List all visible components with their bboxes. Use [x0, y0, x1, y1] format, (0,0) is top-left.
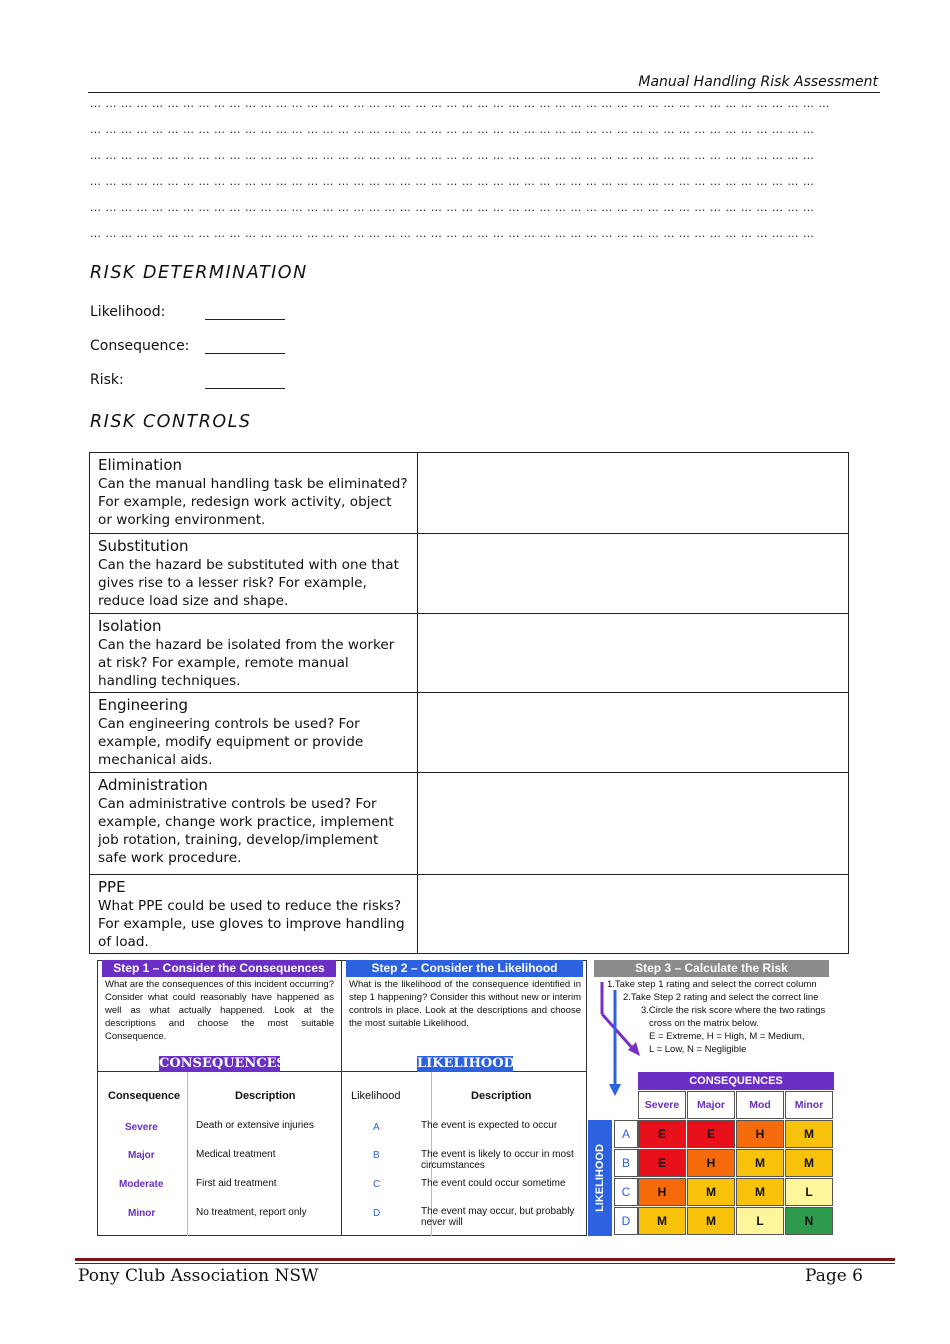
likelihood-desc: The event may occur, but probably never will [421, 1206, 575, 1228]
risk-cell: L [736, 1207, 784, 1235]
risk-cell: L [785, 1178, 833, 1206]
risk-controls-table [89, 452, 849, 954]
document-header-title: Manual Handling Risk Assessment [638, 74, 878, 90]
step3-line: cross on the matrix below. [649, 1018, 759, 1029]
control-title: PPE [98, 878, 126, 896]
control-label-cell [90, 614, 418, 693]
risk-cell: M [638, 1207, 686, 1235]
consequence-name: Major [128, 1150, 155, 1161]
table-row [90, 614, 849, 693]
risk-field[interactable] [205, 388, 285, 389]
step1-heading: Step 1 – Consider the Consequences [102, 960, 336, 977]
control-response-cell[interactable] [418, 534, 849, 614]
likelihood-col-header: Likelihood [351, 1090, 401, 1102]
likelihood-desc: The event is expected to occur [421, 1120, 558, 1131]
control-description: What PPE could be used to reduce the risks? For example, use gloves to improve handling of load. [98, 898, 405, 950]
step3-line: E = Extreme, H = High, M = Medium, [649, 1031, 805, 1042]
control-title: Isolation [98, 617, 162, 635]
likelihood-field[interactable] [205, 319, 285, 320]
consequence-col-header: Consequence [108, 1090, 181, 1102]
likelihood-letter: C [373, 1179, 381, 1190]
consequence-name: Severe [125, 1122, 158, 1133]
consequence-desc: No treatment, report only [196, 1207, 307, 1218]
risk-cell: M [785, 1149, 833, 1177]
table-row [90, 773, 849, 875]
risk-cell: M [687, 1178, 735, 1206]
risk-cell: H [687, 1149, 735, 1177]
grid-likelihood-bar [588, 1120, 612, 1236]
risk-controls-heading: RISK CONTROLS [90, 412, 252, 432]
consequences-banner: CONSEQUENCES [159, 1056, 286, 1071]
control-label-cell [90, 773, 418, 875]
dotted-line: … … … … … … … … … … … … … … … … … … … … … … … … … … … … … … … … … … … … … … … … … … … … … … … [90, 123, 815, 136]
step3-line: 1.Take step 1 rating and select the correct column [607, 979, 817, 990]
consequence-desc: First aid treatment [196, 1178, 277, 1189]
risk-cell: N [785, 1207, 833, 1235]
grid-col-header: Severe [638, 1091, 686, 1119]
step3-line: 3.Circle the risk score where the two ratings [641, 1005, 826, 1016]
risk-cell: E [638, 1120, 686, 1148]
likelihood-desc: The event could occur sometime [421, 1178, 566, 1189]
risk-label: Risk: [90, 372, 124, 388]
footer-page-number: Page 6 [805, 1266, 863, 1286]
grid-row-header: D [614, 1207, 638, 1235]
footer-rule [75, 1263, 895, 1264]
dotted-line: … … … … … … … … … … … … … … … … … … … … … … … … … … … … … … … … … … … … … … … … … … … … … … … … [90, 97, 830, 110]
control-response-cell[interactable] [418, 875, 849, 954]
likelihood-desc: The event is likely to occur in most circumstances [421, 1149, 574, 1171]
footer-rule [75, 1258, 895, 1261]
control-response-cell[interactable] [418, 693, 849, 773]
table-row [90, 453, 849, 534]
likelihood-desc-col-header: Description [471, 1090, 532, 1102]
control-title: Administration [98, 776, 208, 794]
grid-row-header: C [614, 1178, 638, 1206]
likelihood-letter: D [373, 1208, 381, 1219]
consequence-name: Minor [128, 1208, 156, 1219]
control-label-cell [90, 693, 418, 773]
control-label-cell [90, 453, 418, 534]
likelihood-letter: B [373, 1150, 380, 1161]
consequence-desc: Death or extensive injuries [196, 1120, 314, 1131]
step2-heading: Step 2 – Consider the Likelihood [346, 960, 583, 977]
table-row [90, 875, 849, 954]
matrix-divider [187, 1071, 188, 1236]
risk-cell: M [785, 1120, 833, 1148]
control-description: Can engineering controls be used? For example, modify equipment or provide mechanical aids. [98, 716, 364, 768]
risk-cell: E [638, 1149, 686, 1177]
grid-likelihood-label: LIKELIHOOD [594, 1144, 606, 1212]
consequence-label: Consequence: [90, 338, 190, 354]
control-description: Can administrative controls be used? For example, change work practice, implement job rotation, training, develop/implement safe work procedure. [98, 796, 394, 866]
control-label-cell [90, 534, 418, 614]
risk-cell: M [736, 1149, 784, 1177]
dotted-line: … … … … … … … … … … … … … … … … … … … … … … … … … … … … … … … … … … … … … … … … … … … … … … … [90, 201, 815, 214]
control-response-cell[interactable] [418, 773, 849, 875]
control-response-cell[interactable] [418, 453, 849, 534]
grid-col-header: Minor [785, 1091, 833, 1119]
dotted-line: … … … … … … … … … … … … … … … … … … … … … … … … … … … … … … … … … … … … … … … … … … … … … … … [90, 149, 815, 162]
consequence-desc: Medical treatment [196, 1149, 276, 1160]
table-row [90, 534, 849, 614]
step3-line: 2.Take Step 2 rating and select the correct line [623, 992, 819, 1003]
risk-cell: M [687, 1207, 735, 1235]
control-description: Can the hazard be isolated from the worker at risk? For example, remote manual handling techniques. [98, 637, 395, 689]
grid-consequences-banner: CONSEQUENCES [638, 1072, 834, 1090]
control-description: Can the manual handling task be eliminated? For example, redesign work activity, object or working environment. [98, 476, 408, 528]
risk-matrix [97, 960, 837, 1238]
risk-cell: M [736, 1178, 784, 1206]
header-rule [88, 92, 880, 93]
step3-heading: Step 3 – Calculate the Risk [594, 960, 829, 977]
risk-determination-heading: RISK DETERMINATION [90, 263, 308, 283]
control-title: Engineering [98, 696, 188, 714]
table-row [90, 693, 849, 773]
grid-row-header: B [614, 1149, 638, 1177]
risk-cell: H [638, 1178, 686, 1206]
grid-col-header: Mod [736, 1091, 784, 1119]
control-label-cell [90, 875, 418, 954]
consequence-name: Moderate [119, 1179, 164, 1190]
step1-text: What are the consequences of this incident occurring? Consider what could reasonably have happened as well as what actually happened. Look at the descriptions and choose the most suitable Consequence. [105, 979, 334, 1042]
dotted-line: … … … … … … … … … … … … … … … … … … … … … … … … … … … … … … … … … … … … … … … … … … … … … … … [90, 175, 815, 188]
footer-organisation: Pony Club Association NSW [78, 1266, 319, 1286]
control-title: Elimination [98, 456, 183, 474]
dotted-line: … … … … … … … … … … … … … … … … … … … … … … … … … … … … … … … … … … … … … … … … … … … … … … … [90, 227, 815, 240]
grid-row-header: A [614, 1120, 638, 1148]
grid-col-header: Major [687, 1091, 735, 1119]
likelihood-banner: LIKELIHOOD [417, 1056, 515, 1071]
control-description: Can the hazard be substituted with one that gives rise to a lesser risk? For example, reduce load size and shape. [98, 557, 399, 609]
risk-cell: E [687, 1120, 735, 1148]
control-title: Substitution [98, 537, 189, 555]
risk-cell: H [736, 1120, 784, 1148]
likelihood-letter: A [373, 1122, 380, 1133]
matrix-divider [341, 960, 342, 1236]
step2-text: What is the likelihood of the consequence identified in step 1 happening? Consider this without new or interim controls in place. Look at the descriptions and choose the most suitable Likelihood. [349, 979, 581, 1029]
step3-line: L = Low, N = Negligible [649, 1044, 747, 1055]
control-response-cell[interactable] [418, 614, 849, 693]
likelihood-label: Likelihood: [90, 304, 166, 320]
consequence-field[interactable] [205, 353, 285, 354]
description-col-header: Description [235, 1090, 296, 1102]
